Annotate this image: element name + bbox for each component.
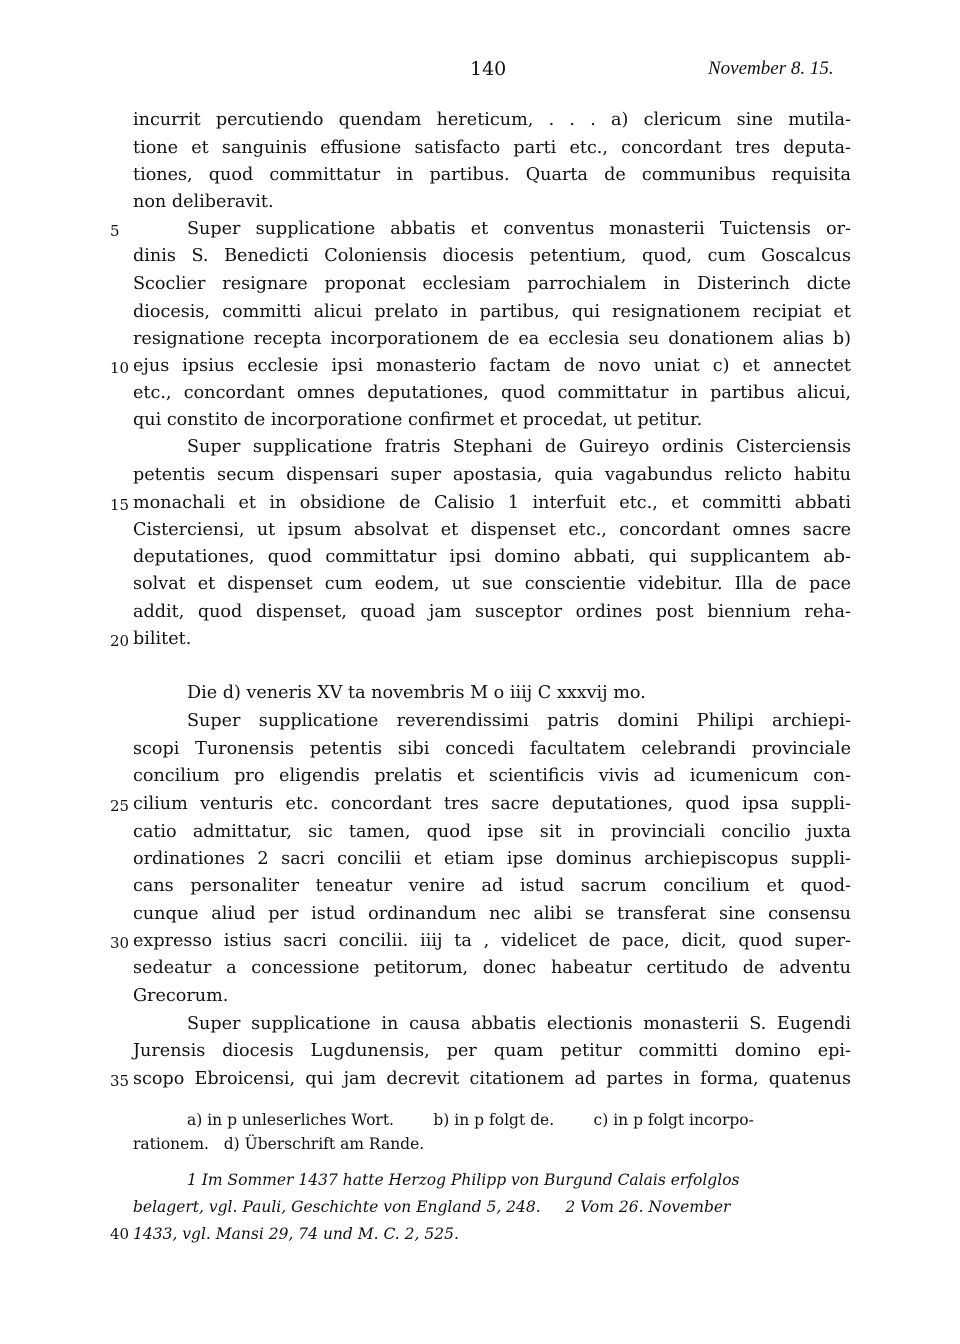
text-line: tione et sanguinis effusione satisfacto parti etc., concordant tres deputa- [133,138,851,158]
footnote-line: belagert, vgl. Pauli, Geschichte von England 5, 248. 2 Vom 26. November [133,1198,731,1216]
text-line: cans personaliter teneatur venire ad istud sacrum concilium et quod- [133,876,851,896]
text-line: cilium venturis etc. concordant tres sacre deputationes, quod ipsa suppli- [133,794,851,814]
text-line: expresso istius sacri concilii. iiij ta , videlicet de pace, dicit, quod super- [133,931,851,951]
line-number: 10 [110,359,130,377]
text-line: Jurensis diocesis Lugdunensis, per quam petitur committi domino epi- [133,1041,851,1061]
text-line: Cisterciensi, ut ipsum absolvat et dispenset etc., concordant omnes sacre [133,520,851,540]
footnote-line: 1 Im Sommer 1437 hatte Herzog Philipp von Burgund Calais erfolglos [187,1171,740,1189]
text-line: addit, quod dispenset, quoad jam susceptor ordines post biennium reha- [133,602,851,622]
date-heading: Die d) veneris XV ta novembris M o iiij C xxxvij mo. [187,683,646,703]
text-line: solvat et dispenset cum eodem, ut sue conscientie videbitur. Illa de pace [133,574,851,594]
line-number: 40 [110,1225,130,1243]
apparatus-line: rationem. d) Überschrift am Rande. [133,1135,425,1153]
text-line: petentis secum dispensari super apostasia, quia vagabundus relicto habitu [133,465,851,485]
text-line: dinis S. Benedicti Coloniensis diocesis petentium, quod, cum Goscalcus [133,246,851,266]
running-head: November 8. 15. [708,58,834,79]
line-number: 35 [110,1072,130,1090]
line-number: 30 [110,934,130,952]
text-line: monachali et in obsidione de Calisio 1 interfuit etc., et committi abbati [133,493,851,513]
text-line: qui constito de incorporatione confirmet et procedat, ut petitur. [133,410,703,430]
text-line: resignatione recepta incorporationem de ea ecclesia seu donationem alias b) [133,329,851,349]
text-line: Super supplicatione fratris Stephani de Guireyo ordinis Cisterciensis [187,437,851,457]
page-number: 140 [470,58,507,80]
text-line: Super supplicatione in causa abbatis electionis monasterii S. Eugendi [187,1014,851,1034]
text-line: Scoclier resignare proponat ecclesiam parrochialem in Disterinch dicte [133,274,851,294]
text-line: scopo Ebroicensi, qui jam decrevit citationem ad partes in forma, quatenus [133,1069,851,1089]
text-line: diocesis, committi alicui prelato in partibus, qui resignationem recipiat et [133,302,851,322]
page-header [0,58,960,88]
line-number: 15 [110,496,130,514]
text-line: bilitet. [133,629,192,649]
text-line: cunque aliud per istud ordinandum nec alibi se transferat sine consensu [133,904,851,924]
text-line: incurrit percutiendo quendam hereticum, . . . a) clericum sine mutila- [133,110,851,130]
text-line: sedeatur a concessione petitorum, donec habeatur certitudo de adventu [133,958,851,978]
text-line: scopi Turonensis petentis sibi concedi facultatem celebrandi provinciale [133,739,851,759]
text-line: non deliberavit. [133,192,274,212]
line-number: 25 [110,797,130,815]
text-line: Grecorum. [133,986,229,1006]
text-line: tiones, quod committatur in partibus. Quarta de communibus requisita [133,165,851,185]
text-line: ordinationes 2 sacri concilii et etiam ipse dominus archiepiscopus suppli- [133,849,851,869]
apparatus-line: a) in p unleserliches Wort. b) in p folgt de. c) in p folgt incorpo- [187,1111,754,1129]
text-line: deputationes, quod committatur ipsi domino abbati, qui supplicantem ab- [133,547,851,567]
footnote-line: 1433, vgl. Mansi 29, 74 und M. C. 2, 525. [133,1225,459,1243]
text-line: Super supplicatione abbatis et conventus monasterii Tuictensis or- [187,219,851,239]
text-line: concilium pro eligendis prelatis et scientificis vivis ad icumenicum con- [133,766,851,786]
text-line: etc., concordant omnes deputationes, quod committatur in partibus alicui, [133,383,851,403]
text-line: catio admittatur, sic tamen, quod ipse sit in provinciali concilio juxta [133,822,851,842]
text-line: Super supplicatione reverendissimi patris domini Philipi archiepi- [187,711,851,731]
text-line: ejus ipsius ecclesie ipsi monasterio factam de novo uniat c) et annectet [133,356,851,376]
line-number: 5 [110,222,120,240]
line-number: 20 [110,632,130,650]
